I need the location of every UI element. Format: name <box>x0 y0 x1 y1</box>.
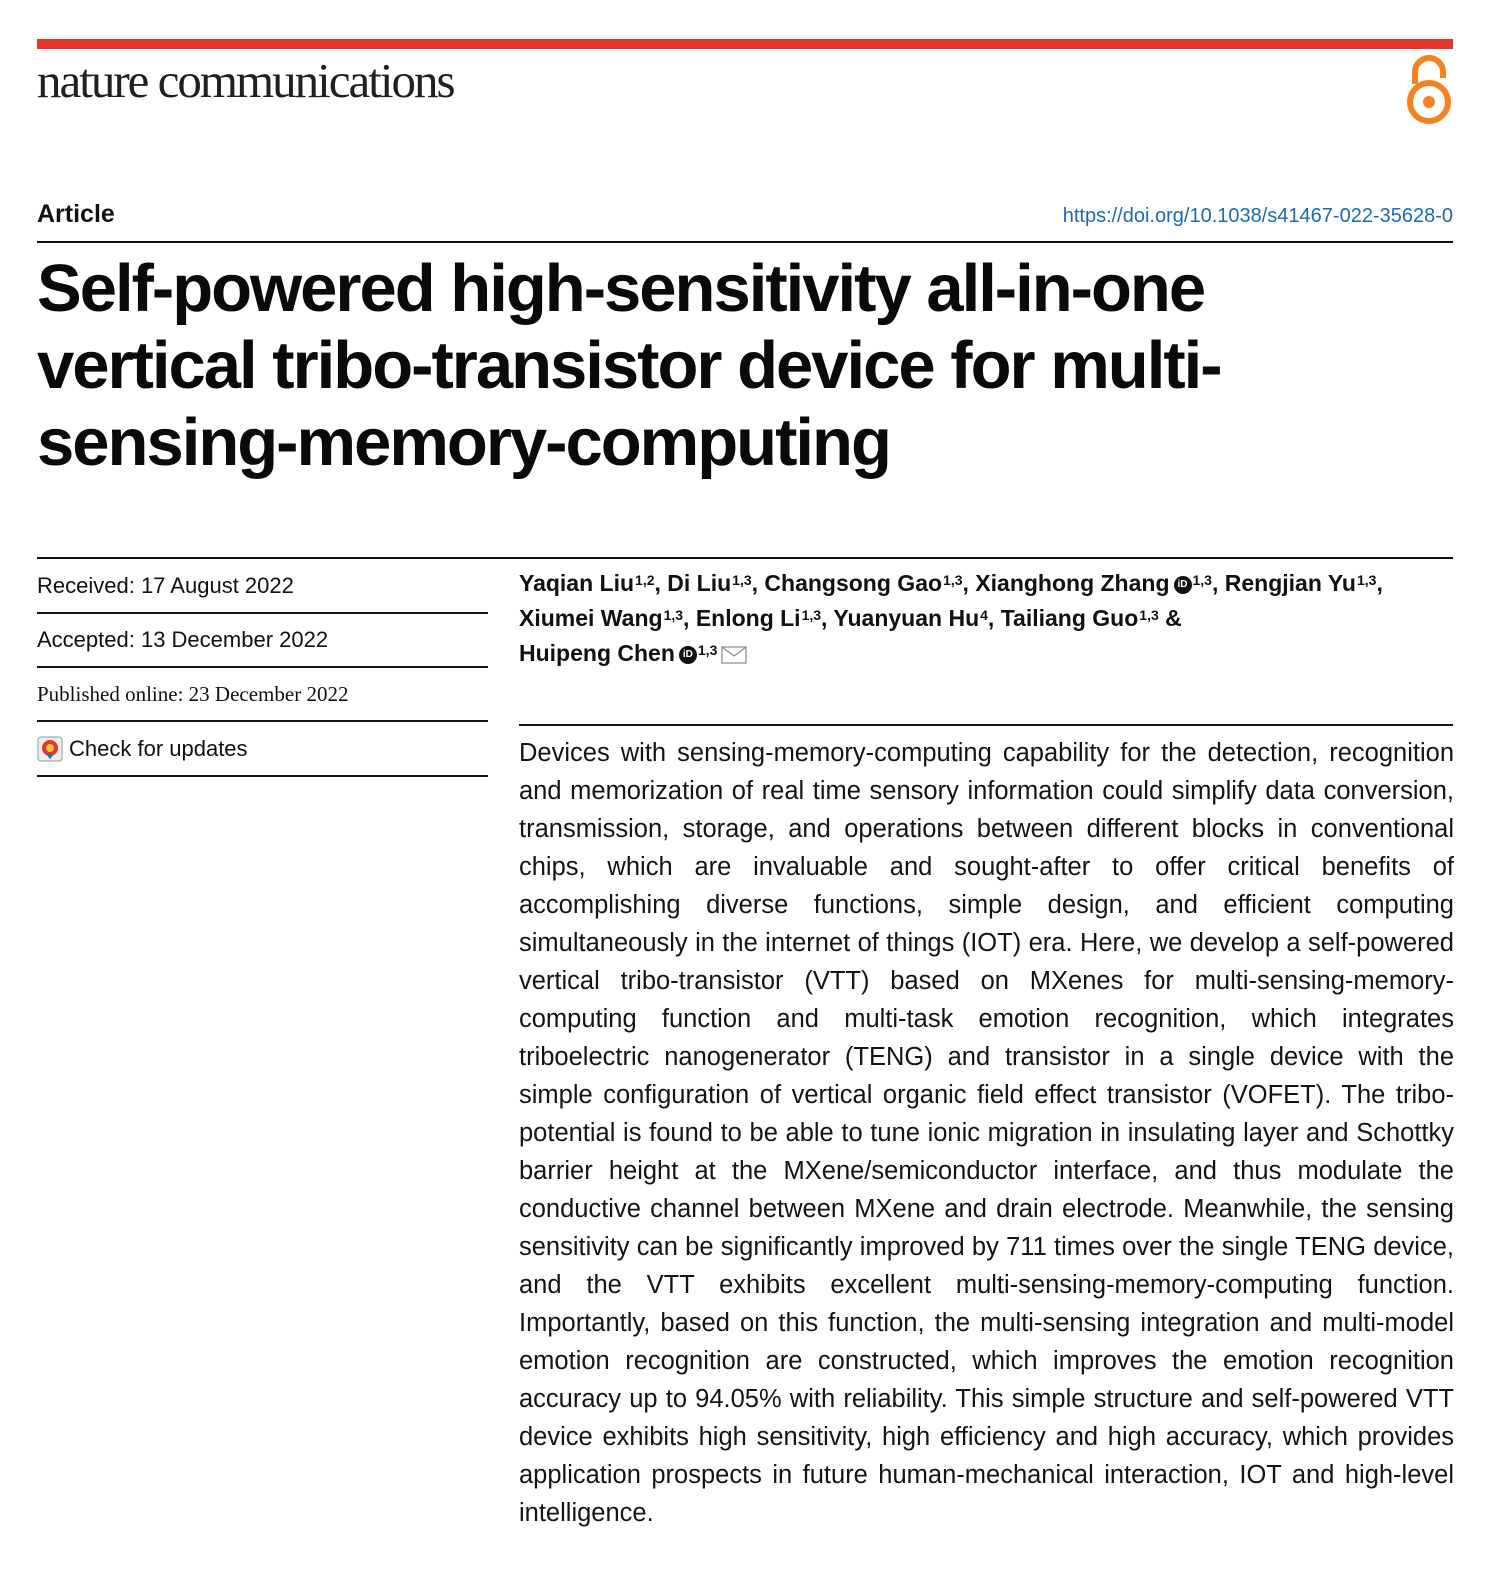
journal-header-bar <box>37 39 1453 49</box>
received-date: Received: 17 August 2022 <box>37 559 488 614</box>
article-dates <box>37 559 488 777</box>
author[interactable]: Xianghong Zhang iD $^{1,3}$ <box>975 570 1212 596</box>
doi-link[interactable]: https://doi.org/10.1038/s41467-022-35628-0 <box>1062 205 1453 227</box>
author[interactable]: Tailiang Guo$^{1,3}$ <box>1000 605 1159 631</box>
open-access-icon <box>1405 54 1453 126</box>
author[interactable]: Changsong Gao$^{1,3}$ <box>764 570 963 596</box>
accepted-date: Accepted: 13 December 2022 <box>37 614 488 668</box>
author[interactable]: Enlong Li$^{1,3}$ <box>695 605 822 631</box>
article-type-label: Article <box>37 200 115 228</box>
header-divider <box>37 241 1453 243</box>
check-for-updates-label: Check for updates <box>69 735 248 761</box>
paper-title: Self-powered high-sensitivity all-in-one vertical tribo-transistor device for multi-sensing-memory-computing <box>37 251 1221 480</box>
author[interactable]: Yuanyuan Hu$^4$ <box>833 605 988 631</box>
author[interactable]: Di Liu$^{1,3}$ <box>667 570 752 596</box>
published-date: Published online: 23 December 2022 <box>37 668 488 722</box>
author[interactable]: Rengjian Yu$^{1,3}$ <box>1224 570 1377 596</box>
orcid-icon[interactable]: iD <box>679 646 697 664</box>
abstract-text: Devices with sensing-memory-computing capability for the detection, recognition and memorization of real time sensory information could simplify data conversion, transmission, storage, and operations between different blocks in conventional chips, which are invaluable and sought-after to offer critical benefits of accomplishing diverse functions, simple design, and efficient computing simultaneously in the internet of things (IOT) era. Here, we develop a self-powered vertical tribo-transistor (VTT) based on MXenes for multi-sensing-memory-computing function and multi-task emotion recognition, which integrates triboelectric nanogenerator (TENG) and transistor in a single device with the simple configuration of vertical organic field effect transistor (VOFET). The tribo-potential is found to be able to tune ionic migration in insulating layer and Schottky barrier height at the MXene/semiconductor interface, and thus modulate the conductive channel between MXene and drain electrode. Meanwhile, the sensing sensitivity can be significantly improved by 711 times over the single TENG device, and the VTT exhibits excellent multi-sensing-memory-computing function. Importantly, based on this function, the multi-sensing integration and multi-model emotion recognition are constructed, which improves the emotion recognition accuracy up to 94.05% with reliability. This simple structure and self-powered VTT device exhibits high sensitivity, high efficiency and high accuracy, which provides application prospects in future human-mechanical interaction, IOT and high-level intelligence. <box>519 739 1454 1527</box>
email-icon[interactable] <box>721 646 747 664</box>
author-list: Yaqian Liu$^{1,2}$, Di Liu$^{1,3}$, Changsong Gao$^{1,3}$, Xianghong Zhang iD $^{1,3}$, Rengjian Yu$^{1,3}$, Xiumei Wang$^{1,3}$, Enlong Li$^{1,3}$, Yuanyuan Hu$^4$, Tailiang Guo$^{1,3}$ & Huipeng Chen iD $^{1,3}$ <box>519 570 1383 666</box>
check-for-updates-button[interactable] <box>37 722 488 777</box>
abstract-divider <box>519 724 1453 726</box>
orcid-icon[interactable]: iD <box>1174 576 1192 594</box>
author[interactable]: Yaqian Liu$^{1,2}$ <box>519 570 655 596</box>
author[interactable]: Xiumei Wang$^{1,3}$ <box>519 605 684 631</box>
author[interactable]: Huipeng Chen iD $^{1,3}$ <box>519 640 718 666</box>
journal-name: nature communications <box>37 53 454 108</box>
check-updates-icon <box>37 736 63 762</box>
